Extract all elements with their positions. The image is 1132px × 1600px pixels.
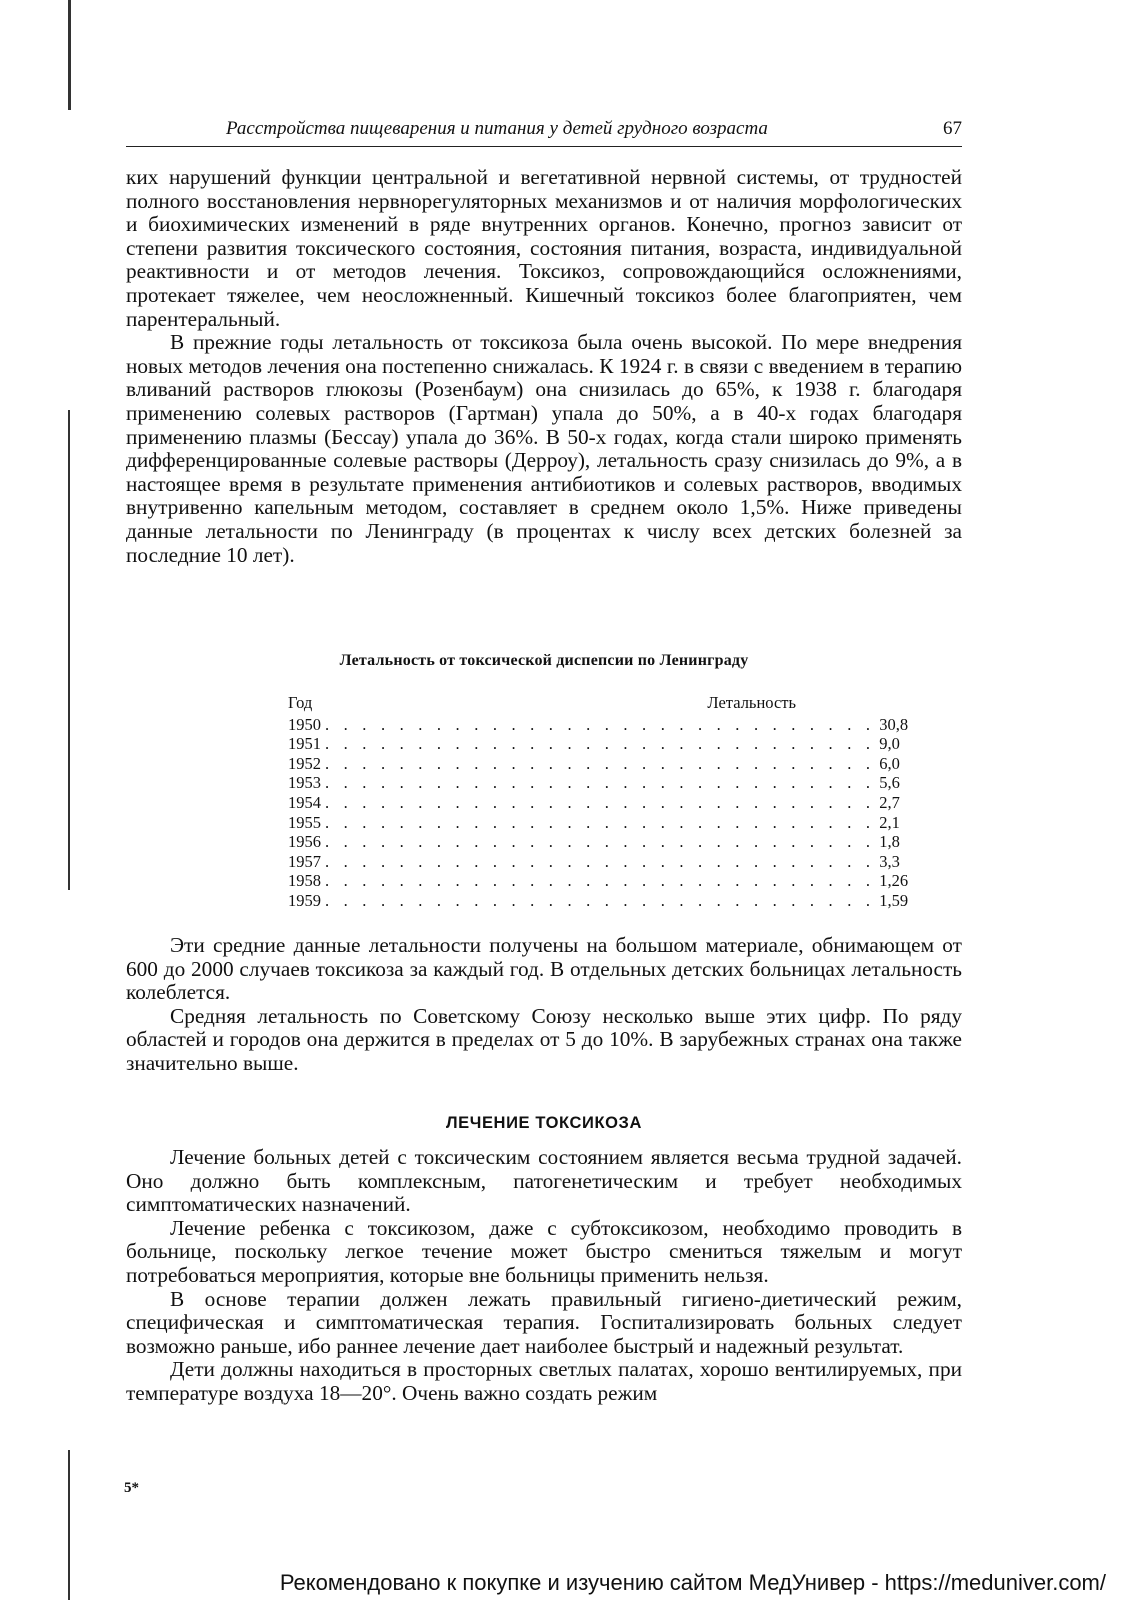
year-cell: 1959 [288,890,321,910]
section-heading: ЛЕЧЕНИЕ ТОКСИКОЗА [445,1114,643,1132]
dot-leader: . . . . . . . . . . . . . . . . . . . . . . . . . . . . . . [325,773,876,793]
table-row [288,871,909,892]
dot-leader: . . . . . . . . . . . . . . . . . . . . . . . . . . . . . . [325,734,876,754]
table-row [288,734,900,755]
dot-leader: . . . . . . . . . . . . . . . . . . . . . . . . . . . . . . [325,812,876,832]
body-text-bottom [126,1146,962,1406]
table-row [288,792,900,813]
year-cell: 1954 [288,792,321,812]
mortality-table [288,693,909,911]
mortality-cell: 5,6 [879,773,900,793]
year-cell: 1958 [288,871,321,891]
running-title: Расстройства пищеварения и питания у детей грудного возраста [226,118,768,139]
dot-leader: . . . . . . . . . . . . . . . . . . . . . . . . . . . . . . [325,851,876,871]
table-row [288,812,900,833]
scan-edge-top [68,0,71,110]
mortality-cell: 9,0 [879,734,900,754]
dot-leader: . . . . . . . . . . . . . . . . . . . . . . . . . . . . . . [325,753,876,773]
scan-edge-bottom [68,1450,70,1600]
page-number: 67 [943,118,962,139]
year-cell: 1955 [288,812,321,832]
year-cell: 1951 [288,734,321,754]
dot-leader: . . . . . . . . . . . . . . . . . . . . . . . . . . . . . . [325,792,876,812]
mortality-cell: 6,0 [879,753,900,773]
column-header-mortality: Летальность [707,693,796,712]
table-row [288,714,909,735]
footer-recommendation: Рекомендовано к покупке и изучению сайтом МедУнивер - https://meduniver.com/ [279,1570,1106,1595]
paragraph: Дети должны находиться в просторных светлых палатах, хорошо вентилируемых, при температуре воздуха 18—20°. Очень важно создать режим [126,1357,962,1405]
paragraph: В основе терапии должен лежать правильный гигиено-диетический режим, специфическая и симптоматическая терапия. Госпитализировать больных следует возможно раньше, ибо раннее лечение дает наиболее быстрый и надежный результат. [126,1286,962,1358]
paragraph: В прежние годы летальность от токсикоза была очень высокой. По мере внедрения новых методов лечения она постепенно снижалась. К 1924 г. в связи с введением в терапию вливаний растворов глюкозы (Розенбаум) она снизилась до 65%, к 1938 г. благодаря применению солевых растворов (Гартман) упала до 50%, а в 40-х годах благодаря применению плазмы (Бессау) упала до 36%. В 50-х годах, когда стали широко применять дифференцированные солевые растворы (Дерроу), летальность сразу снизилась до 9%, а в настоящее время в результате применения антибиотиков и солевых растворов, вводимых внутривенно капельным методом, составляет в среднем около 1,5%. Ниже приведены данные летальности по Ленинграду (в процентах к числу всех детских болезней за последние 10 лет). [126,330,962,567]
mortality-cell: 1,26 [879,871,909,891]
paragraph: Эти средние данные летальности получены на большом материале, обнимающем от 600 до 2000 случаев токсикоза за каждый год. В отдельных детских больницах летальность колеблется. [126,933,962,1005]
mortality-cell: 3,3 [879,851,900,871]
table-title: Летальность от токсической диспепсии по Ленинграду [339,652,749,669]
paragraph: Лечение больных детей с токсическим состоянием является весьма трудной задачей. Оно должно быть комплексным, патогенетическим и требует необходимых симптоматических назначений. [126,1145,962,1217]
mortality-cell: 30,8 [879,714,909,734]
year-cell: 1952 [288,753,321,773]
table-rows [288,714,909,911]
year-cell: 1950 [288,714,321,734]
table-row [288,753,900,774]
year-cell: 1956 [288,832,321,852]
column-header-year: Год [288,693,313,712]
signature-mark: 5* [124,1480,139,1496]
paragraph: ких нарушений функции центральной и вегетативной нервной системы, от трудностей полного восстановления нервнорегуляторных механизмов и от наличия морфологических и биохимических изменений в ряде внутренних органов. Конечно, прогноз зависит от степени развития токсического состояния, состояния питания, возраста, индивидуальной реактивности и от методов лечения. Токсикоз, сопровождающийся осложнениями, протекает тяжелее, чем неосложненный. Кишечный токсикоз более благоприятен, чем парентеральный. [126,165,962,331]
paragraph: Лечение ребенка с токсикозом, даже с субтоксикозом, необходимо проводить в больнице, поскольку легкое течение может быстро смениться тяжелым и могут потребоваться мероприятия, которые вне больницы применить нельзя. [126,1215,962,1287]
paragraph: Средняя летальность по Советскому Союзу несколько выше этих цифр. По ряду областей и городов она держится в пределах от 5 до 10%. В зарубежных странах она также значительно выше. [126,1003,962,1075]
mortality-cell: 1,59 [879,890,909,910]
dot-leader: . . . . . . . . . . . . . . . . . . . . . . . . . . . . . . [325,832,876,852]
page-header [126,116,962,147]
body-text-top [126,166,962,567]
body-text-middle [126,934,962,1076]
mortality-cell: 1,8 [879,832,900,852]
table-row [288,851,900,872]
year-cell: 1957 [288,851,321,871]
dot-leader: . . . . . . . . . . . . . . . . . . . . . . . . . . . . . . [325,871,876,891]
table-header [288,693,796,715]
table-row [288,890,909,911]
mortality-cell: 2,7 [879,792,900,812]
year-cell: 1953 [288,773,321,793]
table-row [288,773,900,794]
dot-leader: . . . . . . . . . . . . . . . . . . . . . . . . . . . . . . [325,890,876,910]
dot-leader: . . . . . . . . . . . . . . . . . . . . . . . . . . . . . . [325,714,876,734]
mortality-cell: 2,1 [879,812,900,832]
scan-edge-middle [68,410,70,890]
table-row [288,832,900,853]
